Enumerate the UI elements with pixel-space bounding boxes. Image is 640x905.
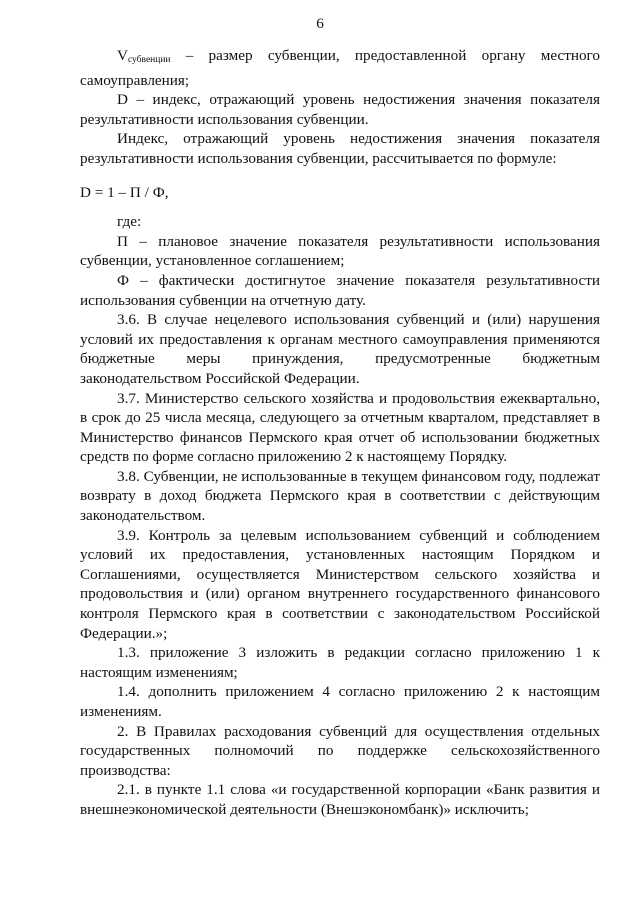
paragraph-2-1: 2.1. в пункте 1.1 слова «и государственной корпорации «Банк развития и внешнеэкономической деятельности (Внешэкономбанк)» исключить;	[80, 781, 600, 818]
paragraph-3-6: 3.6. В случае нецелевого использования субвенций и (или) нарушения условий их предоставления к органам местного самоуправления применяются бюджетные меры принуждения, предусмотренные бюджетным законодательством Российской Федерации.	[80, 311, 600, 387]
paragraph-where: где:	[117, 213, 142, 231]
document-body	[80, 46, 600, 820]
symbol-v-subscript: субвенции	[127, 55, 171, 65]
paragraph-f-definition: Ф – фактически достигнутое значение показателя результативности использования субвенции на отчетную дату.	[80, 271, 600, 309]
paragraph-1-4: 1.4. дополнить приложением 4 согласно приложению 2 к настоящим изменениям.	[80, 683, 600, 720]
paragraph-1-3: 1.3. приложение 3 изложить в редакции согласно приложению 1 к настоящим изменениям;	[80, 644, 600, 681]
paragraph-index-intro: Индекс, отражающий уровень недостижения значения показателя результативности использования субвенции, рассчитывается по формуле:	[80, 130, 600, 167]
paragraph-3-8: 3.8. Субвенции, не использованные в текущем финансовом году, подлежат возврату в доход бюджета Пермского края в соответствии с действующим законодательством.	[80, 467, 600, 525]
paragraph-d-definition: D – индекс, отражающий уровень недостижения значения показателя результативности использования субвенции.	[80, 91, 600, 128]
symbol-v: V	[117, 47, 128, 64]
page-number: 6	[316, 15, 324, 32]
paragraph-v-definition	[80, 46, 600, 90]
v-definition-text: – размер субвенции, предоставленной органу местного самоуправления;	[80, 47, 600, 89]
paragraph-2: 2. В Правилах расходования субвенций для осуществления отдельных государственных полномочий по поддержке сельскохозяйственного производства:	[80, 722, 600, 779]
formula: D = 1 – П / Ф,	[80, 183, 169, 201]
paragraph-3-7: 3.7. Министерство сельского хозяйства и продовольствия ежеквартально, в срок до 25 числа месяца, следующего за отчетным кварталом, представляет в Министерство финансов Пермского края отчет об использовании бюджетных средств по форме согласно приложению 2 к настоящему Порядку.	[80, 389, 600, 466]
paragraph-p-definition: П – плановое значение показателя результативности использования субвенции, установленное соглашением;	[80, 232, 600, 270]
paragraph-3-9: 3.9. Контроль за целевым использованием субвенций и соблюдением условий их предоставления, установленных настоящим Порядком и Соглашениями, осуществляется Министерством сельского хозяйства и продовольствия и (или) органом внутреннего государственного финансового контроля Пермского края в соответствии с законодательством Российской Федерации.»;	[80, 526, 600, 642]
